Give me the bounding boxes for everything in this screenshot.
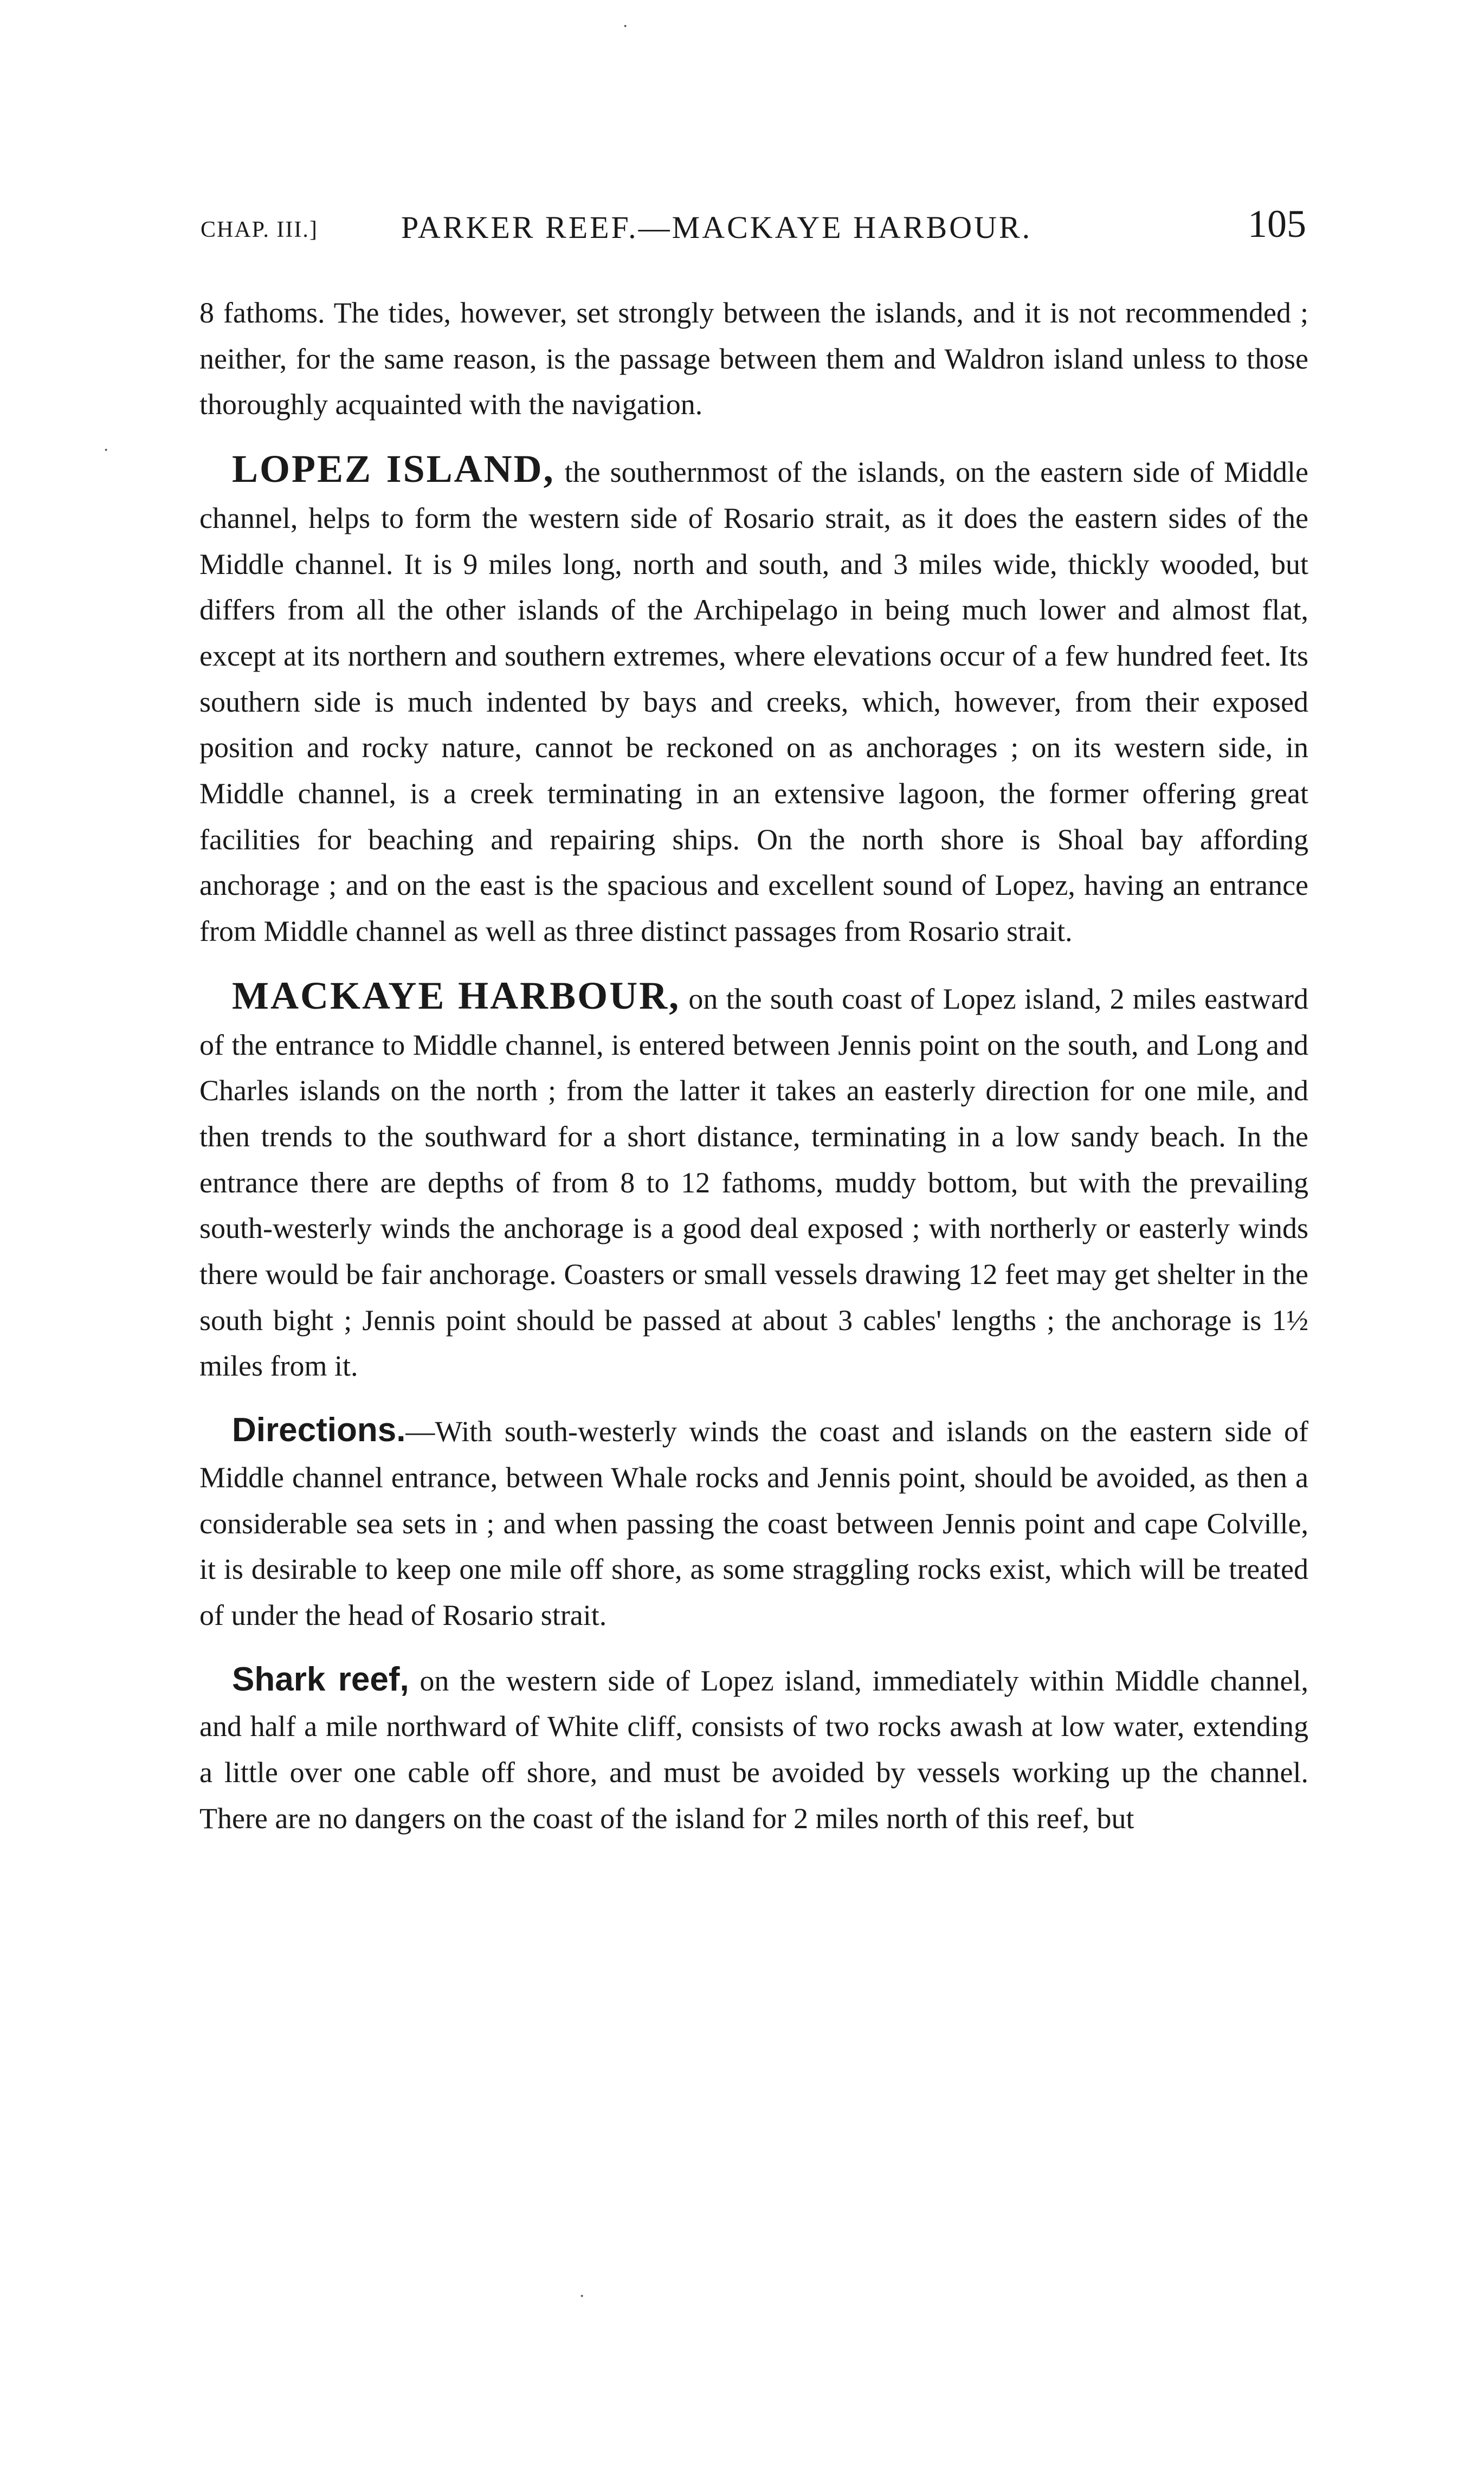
- paragraph-text: —With south-westerly winds the coast and islands on the eastern side of Middle channel entrance, between Whale rocks and Jennis point, should be avoided, as then a considerable sea sets in ; and when passing the coast between Jennis point and cape Colville, it is desirable to keep one mile off shore, as some straggling rocks exist, which will be treated of under the head of Rosario strait.: [199, 1415, 1308, 1631]
- section-heading-directions: Directions.: [232, 1411, 406, 1449]
- paragraph-text: 8 fathoms. The tides, however, set strongly between the islands, and it is not recommended ; neither, for the same reason, is the passage between them and Waldron island unless to those thoroughly acquainted with the navigation.: [199, 296, 1308, 421]
- section-heading-mackaye-harbour: MACKAYE HARBOUR,: [232, 973, 681, 1017]
- paragraph-continuation: [199, 290, 1308, 428]
- paragraph-text: the southernmost of the islands, on the eastern side of Middle channel, helps to form the western side of Rosario strait, as it does the eastern sides of the Middle channel. It is 9 miles long, north and south, and 3 miles wide, thickly wooded, but differs from all the other islands of the Archipelago in being much lower and almost flat, except at its northern and southern extremes, where elevations occur of a few hundred feet. Its southern side is much indented by bays and creeks, which, however, from their exposed position and rocky nature, cannot be reckoned on as anchorages ; on its western side, in Middle channel, is a creek terminating in an extensive lagoon, the former offering great facilities for beaching and repairing ships. On the north shore is Shoal bay affording anchorage ; and on the east is the spacious and excellent sound of Lopez, having an entrance from Middle channel as well as three distinct passages from Rosario strait.: [199, 456, 1308, 948]
- scan-speck: ·: [579, 2286, 585, 2306]
- paragraph-text: on the western side of Lopez island, immediately within Middle channel, and half a mile northward of White cliff, consists of two rocks awash at low water, extending a little over one cable off shore, and must be avoided by vessels working up the channel. There are no dangers on the coast of the island for 2 miles north of this reef, but: [199, 1664, 1308, 1835]
- page-number: 105: [1248, 202, 1306, 246]
- paragraph-shark-reef: [199, 1657, 1308, 1842]
- running-header: [201, 202, 1306, 256]
- paragraph-directions: [199, 1408, 1308, 1638]
- body-text: [199, 290, 1308, 1842]
- section-heading-lopez-island: LOPEZ ISLAND,: [232, 447, 555, 491]
- chapter-label: CHAP. III.]: [201, 217, 318, 242]
- paragraph-mackaye-harbour: [199, 973, 1308, 1389]
- section-heading-shark-reef: Shark reef,: [232, 1660, 409, 1698]
- paragraph-text: on the south coast of Lopez island, 2 miles eastward of the entrance to Middle channel, is entered between Jennis point on the south, and Long and Charles islands on the north ; from the latter it takes an easterly direction for one mile, and then trends to the southward for a short distance, terminating in a low sandy beach. In the entrance there are depths of from 8 to 12 fathoms, muddy bottom, but with the prevailing south-westerly winds the anchorage is a good deal exposed ; with northerly or easterly winds there would be fair anchorage. Coasters or small vessels drawing 12 feet may get shelter in the south bight ; Jennis point should be passed at about 3 cables' lengths ; the anchorage is 1½ miles from it.: [199, 982, 1308, 1383]
- scan-speck: ·: [622, 16, 629, 36]
- scan-speck: ·: [103, 440, 109, 460]
- running-title: PARKER REEF.—MACKAYE HARBOUR.: [401, 210, 1033, 245]
- paragraph-lopez-island: [199, 446, 1308, 954]
